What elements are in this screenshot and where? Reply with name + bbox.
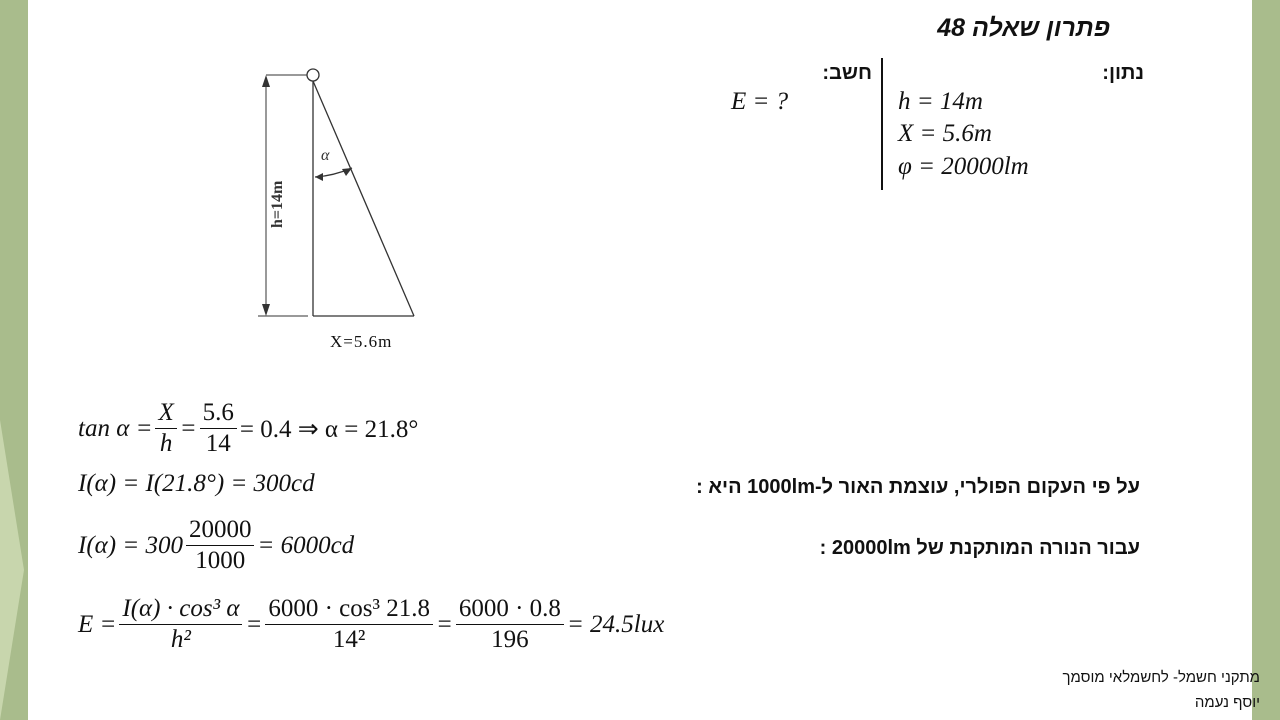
equation-scaled-intensity — [78, 515, 354, 576]
eq3-num: 20000 — [186, 515, 255, 546]
eq3-rhs: = 6000cd — [257, 531, 355, 559]
given-phi: φ = 20000lm — [898, 153, 1029, 180]
right-decor-bar — [1252, 0, 1280, 720]
footer-line-2: יוסף נעמה — [1194, 694, 1260, 711]
eq4-fraction-2 — [265, 594, 433, 655]
eq1-f2-num: 5.6 — [200, 398, 237, 429]
eq4-f1-den: h² — [170, 626, 191, 653]
eq1-f1-num: X — [155, 398, 176, 429]
footer-line-1: מתקני חשמל- לחשמלאי מוסמך — [1062, 669, 1260, 686]
given-h: h = 14m — [898, 88, 983, 115]
eq4-f2-den: 14² — [332, 626, 366, 653]
given-label: נתון: — [1102, 62, 1144, 84]
angle-label: α — [321, 147, 330, 164]
eq4-fraction-1 — [119, 594, 242, 655]
equation-intensity: I(α) = I(21.8°) = 300cd — [78, 470, 315, 497]
height-label: h=14m — [269, 180, 286, 228]
height-arrow-top — [262, 75, 270, 87]
eq3-lhs: I(α) = 300 — [78, 531, 183, 559]
equation-tan: tan α = $\frac{X}{h}$ = $\frac{5.6}{14}$ = 0.4 ⇒ α = 21.8° — [78, 399, 419, 457]
eq3-den: 1000 — [195, 547, 246, 574]
eq4-f3-den: 196 — [491, 626, 529, 653]
eq4-f1-num: I(α) · cos³ α — [119, 594, 242, 625]
eq1-lhs: tan α = — [78, 414, 153, 442]
eq4-fraction-3 — [456, 594, 564, 655]
calc-value: E = ? — [731, 88, 789, 115]
calc-label: חשב: — [822, 62, 872, 84]
eq1-f2-den: 14 — [205, 430, 231, 457]
left-decor-triangle — [0, 420, 24, 720]
equation-illuminance: E = $\frac{\text{I(α) · cos³ α}}{\text{h²}}$ = $\frac{\text{6000 · cos³ 21.8}}{\text{14²}}$ = $\frac{6000 \cdot 0.8}{196}$ = 24.5lux — [78, 595, 665, 653]
eq1-rhs: = 0.4 ⇒ α = 21.8° — [239, 415, 419, 443]
lamp-text: עבור הנורה המותקנת של 20000lm : — [819, 537, 1140, 559]
angle-arrow-left — [315, 173, 323, 181]
angle-arrow-right — [342, 168, 352, 176]
light-ray-line — [313, 81, 414, 316]
eq4-lhs: E = — [78, 610, 117, 638]
slide-content — [28, 0, 1252, 710]
eq1-fraction-2 — [200, 398, 237, 459]
eq4-f3-num: 6000 · 0.8 — [456, 594, 564, 625]
eq1-f1-den: h — [159, 430, 173, 457]
pole-diagram — [228, 60, 468, 360]
polar-curve-text: על פי העקום הפולרי, עוצמת האור ל-1000lm היא : — [696, 476, 1140, 498]
divider-line — [881, 58, 883, 190]
slide-title: פתרון שאלה 48 — [937, 14, 1110, 42]
eq3-fraction — [186, 515, 255, 576]
eq4-rhs: = 24.5lux — [566, 610, 665, 638]
eq4-f2-num: 6000 · cos³ 21.8 — [265, 594, 433, 625]
eq1-fraction-1 — [155, 398, 176, 459]
height-arrow-bottom — [262, 304, 270, 316]
given-x: X = 5.6m — [898, 120, 992, 147]
base-label: X=5.6m — [330, 332, 393, 351]
lamp-icon — [307, 69, 319, 81]
